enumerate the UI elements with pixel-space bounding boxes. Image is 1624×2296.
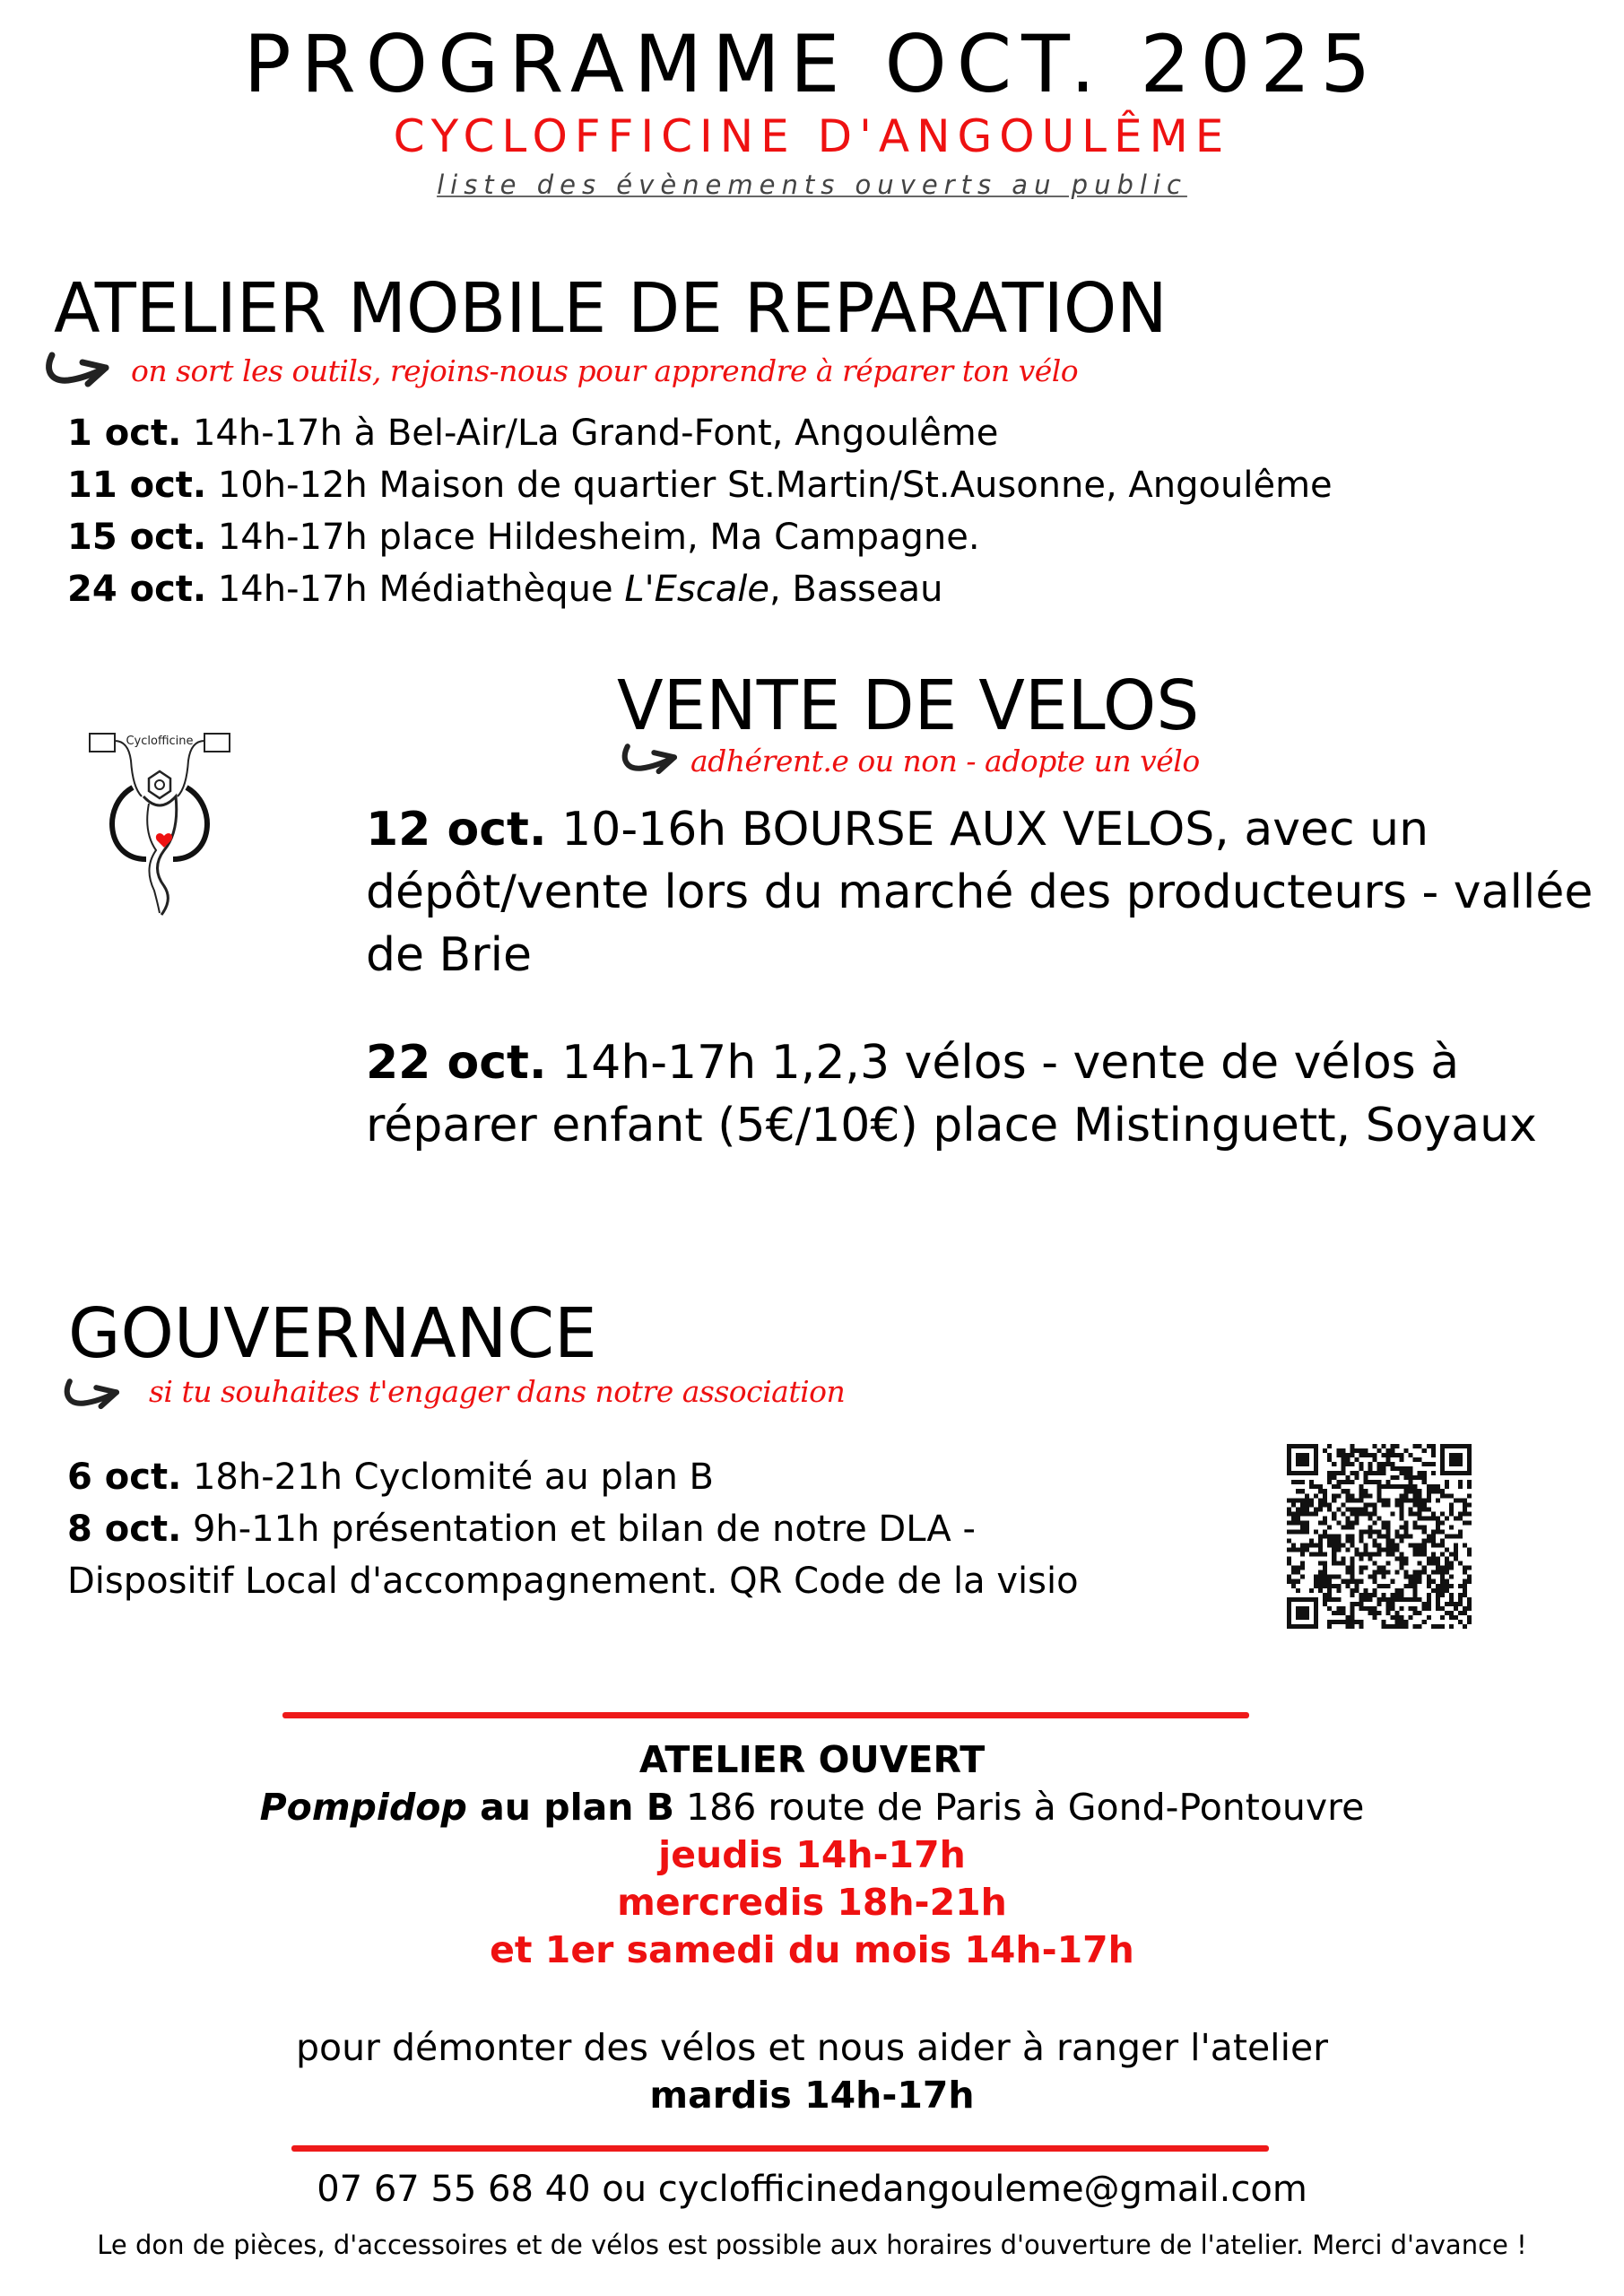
event-text: , Basseau xyxy=(769,569,943,610)
opening-hours: et 1er samedi du mois 14h-17h xyxy=(490,1928,1134,1971)
divider-line xyxy=(282,1712,1249,1718)
event-text: 14h-17h 1,2,3 vélos - vente de vélos à réparer enfant (5€/10€) place Mistinguett, Soyaux xyxy=(366,1036,1537,1152)
divider-line xyxy=(291,2145,1269,2152)
event-date: 12 oct. xyxy=(366,803,547,857)
qr-code-icon[interactable] xyxy=(1287,1444,1472,1629)
contact-info: 07 67 55 68 40 ou cyclofficinedangouleme@gmail.com xyxy=(317,2169,1307,2210)
curved-arrow-icon xyxy=(619,742,682,778)
event-item xyxy=(67,1503,976,1555)
tagline xyxy=(0,169,1624,201)
event-text: 10-16h BOURSE AUX VELOS, avec un dépôt/vente lors du marché des producteurs - vallée de Brie xyxy=(366,803,1594,982)
footer-note: Le don de pièces, d'accessoires et de vélos est possible aux horaires d'ouverture de l'atelier. Merci d'avance ! xyxy=(97,2230,1527,2260)
section-title-vente: VENTE DE VELOS xyxy=(617,666,1200,746)
event-date: 24 oct. xyxy=(67,569,207,610)
page-title: PROGRAMME OCT. 2025 xyxy=(243,18,1381,110)
tagline-text: liste des évènements ouverts au public xyxy=(437,170,1187,200)
section-subtitle-vente: adhérent.e ou non - adopte un vélo xyxy=(690,744,1200,778)
cyclofficine-logo-icon xyxy=(79,725,239,920)
section-subtitle-gouvernance: si tu souhaites t'engager dans notre association xyxy=(149,1374,846,1409)
opening-hours: mercredis 18h-21h xyxy=(617,1881,1007,1924)
atelier-address xyxy=(0,1784,1624,1831)
logo-text: Cyclofficine xyxy=(126,735,194,748)
place-name: Pompidop xyxy=(259,1786,467,1829)
event-text: 9h-11h présentation et bilan de notre DLA - xyxy=(192,1509,976,1550)
organization-name: CYCLOFFICINE D'ANGOULÊME xyxy=(393,110,1231,162)
place-suffix: au plan B xyxy=(466,1786,675,1829)
event-text: 14h-17h à Bel-Air/La Grand-Font, Angoulême xyxy=(192,413,999,454)
qr-finder-pattern xyxy=(1290,1599,1316,1626)
event-date: 11 oct. xyxy=(67,465,207,506)
curved-arrow-icon xyxy=(43,350,113,391)
event-item xyxy=(67,407,998,459)
event-date: 8 oct. xyxy=(67,1509,182,1550)
qr-finder-pattern xyxy=(1290,1447,1316,1474)
event-item xyxy=(366,1031,1603,1157)
curved-arrow-icon xyxy=(61,1377,124,1413)
event-continuation: Dispositif Local d'accompagnement. QR Code de la visio xyxy=(67,1561,1079,1602)
event-venue: L'Escale xyxy=(624,569,769,610)
event-date: 22 oct. xyxy=(366,1036,547,1090)
section-subtitle-atelier-mobile: on sort les outils, rejoins-nous pour apprendre à réparer ton vélo xyxy=(131,353,1079,388)
event-text: 18h-21h Cyclomité au plan B xyxy=(192,1457,714,1498)
atelier-ouvert-title: ATELIER OUVERT xyxy=(638,1738,986,1781)
event-item xyxy=(67,563,943,615)
section-title-gouvernance: GOUVERNANCE xyxy=(68,1294,597,1374)
event-text: 10h-12h Maison de quartier St.Martin/St.Ausonne, Angoulême xyxy=(217,465,1333,506)
event-item xyxy=(366,798,1603,987)
opening-hours: jeudis 14h-17h xyxy=(658,1833,966,1876)
section-title-atelier-mobile: ATELIER MOBILE DE REPARATION xyxy=(54,269,1168,349)
event-item xyxy=(67,1451,714,1503)
event-text: 14h-17h place Hildesheim, Ma Campagne. xyxy=(217,517,980,558)
event-item xyxy=(67,459,1333,511)
event-date: 15 oct. xyxy=(67,517,207,558)
qr-finder-pattern xyxy=(1442,1447,1469,1474)
event-text: 14h-17h Médiathèque xyxy=(217,569,625,610)
event-date: 1 oct. xyxy=(67,413,182,454)
demontage-hours: mardis 14h-17h xyxy=(649,2074,975,2117)
demontage-text: pour démonter des vélos et nous aider à ranger l'atelier xyxy=(295,2026,1329,2069)
event-date: 6 oct. xyxy=(67,1457,182,1498)
address-text: 186 route de Paris à Gond-Pontouvre xyxy=(674,1786,1365,1829)
event-item xyxy=(67,511,980,563)
